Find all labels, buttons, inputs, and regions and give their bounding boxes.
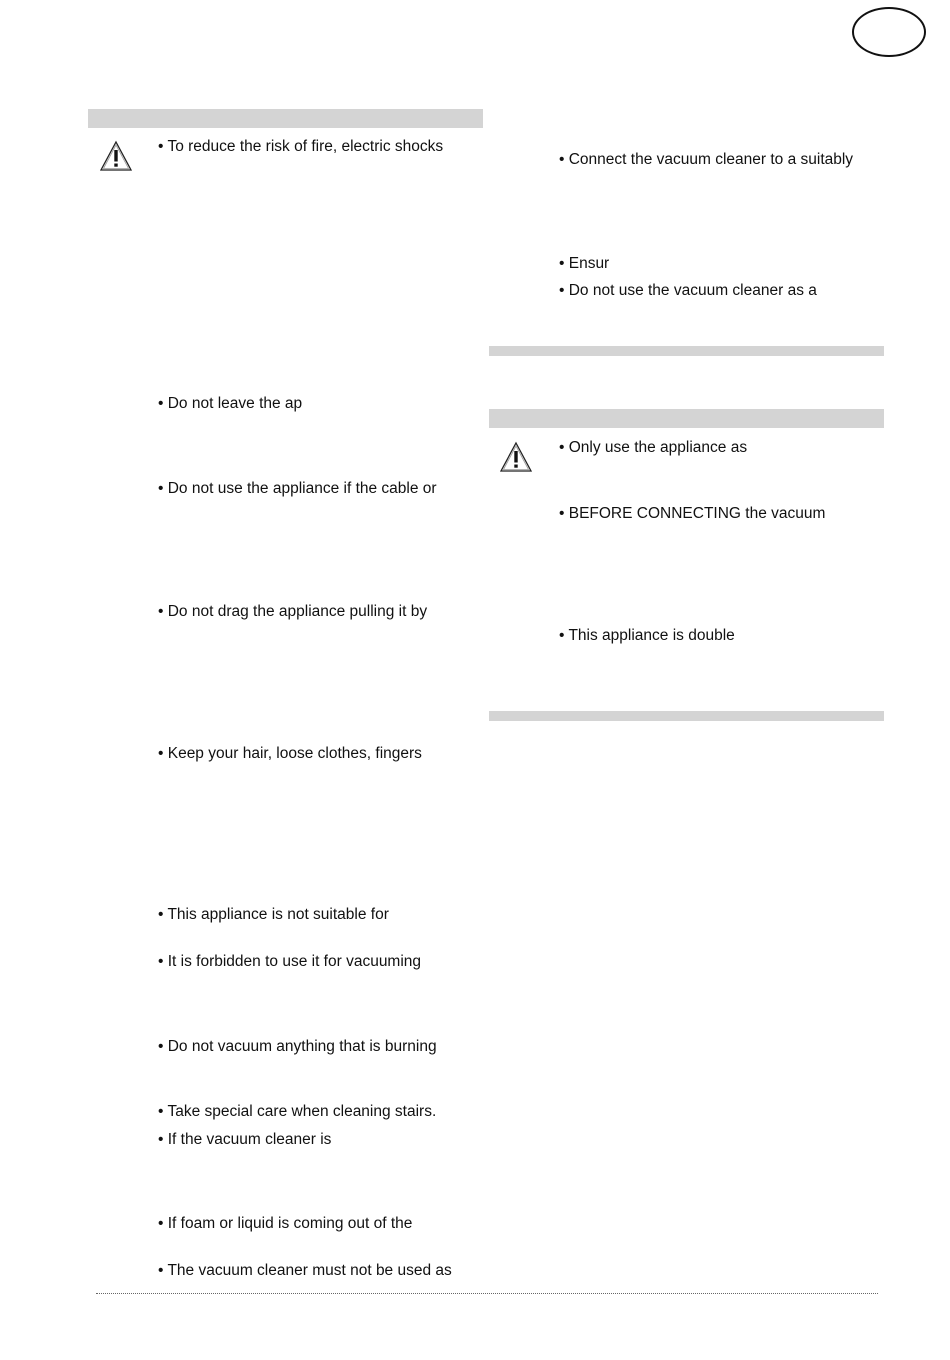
list-item: • This appliance is not suitable for	[158, 906, 389, 923]
list-item: • Do not vacuum anything that is burning	[158, 1038, 437, 1055]
list-item: • Only use the appliance as	[559, 439, 748, 456]
list-item: • Take special care when cleaning stairs.	[158, 1103, 437, 1120]
warning-triangle-icon	[99, 140, 133, 172]
list-item: • This appliance is double	[559, 627, 735, 644]
section-divider-bar	[489, 346, 884, 356]
list-item: • Do not use the vacuum cleaner as a	[559, 282, 817, 299]
section-header-bar-left	[88, 109, 483, 128]
list-item: • Do not drag the appliance pulling it by	[158, 603, 428, 620]
list-item: • Keep your hair, loose clothes, fingers	[158, 745, 422, 762]
list-item: • Do not leave the ap	[158, 395, 303, 412]
section-header-bar-right	[489, 409, 884, 428]
list-item: • It is forbidden to use it for vacuuming	[158, 953, 422, 970]
list-item: • To reduce the risk of fire, electric shocks	[158, 138, 444, 155]
list-item: • Connect the vacuum cleaner to a suitably	[559, 151, 854, 168]
warning-triangle-icon	[499, 441, 533, 473]
section-divider-bar	[489, 711, 884, 721]
language-badge	[852, 7, 926, 57]
list-item: • If foam or liquid is coming out of the	[158, 1215, 413, 1232]
list-item: • If the vacuum cleaner is	[158, 1131, 332, 1148]
list-item: • The vacuum cleaner must not be used as	[158, 1262, 452, 1279]
footer-rule	[96, 1293, 878, 1294]
list-item: • Do not use the appliance if the cable or	[158, 480, 437, 497]
list-item: • BEFORE CONNECTING the vacuum	[559, 505, 826, 522]
list-item: • Ensur	[559, 255, 610, 272]
